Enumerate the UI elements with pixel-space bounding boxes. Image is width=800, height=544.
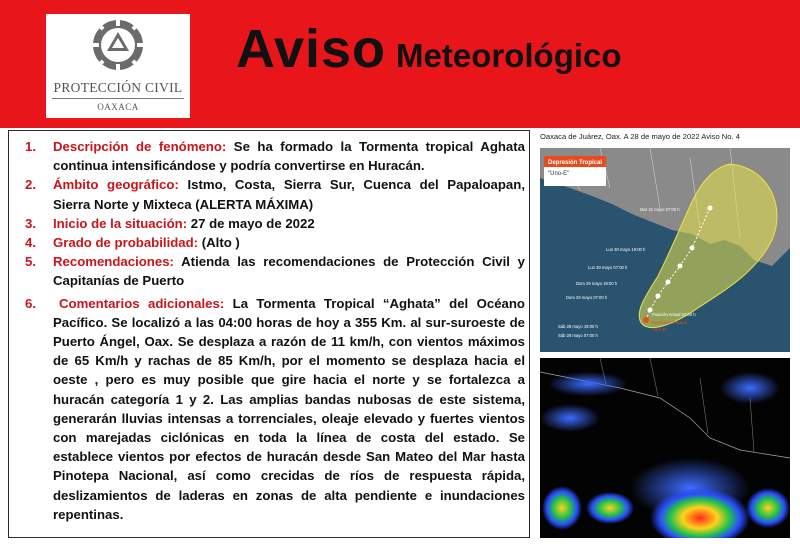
item-label: Descripción de fenómeno:	[53, 139, 227, 154]
track-point	[678, 264, 683, 269]
forecast-track-svg	[540, 148, 790, 352]
forecast-label: Mar 31 mayo 07:00 h	[640, 207, 680, 212]
forecast-label: Sáb 28 mayo 07:00 h	[558, 333, 598, 338]
title-aviso: Aviso	[236, 19, 387, 79]
item-label: Ámbito geográfico:	[53, 177, 179, 193]
item-number: 4.	[25, 235, 36, 251]
proteccion-civil-logo	[46, 14, 190, 118]
current-position-label: Posición Actual 22:00 h	[652, 312, 696, 317]
forecast-label: Dom 29 mayo 19:00 h	[576, 281, 618, 286]
page-title	[236, 18, 622, 80]
date-caption: Oaxaca de Juárez, Oax. A 28 de mayo de 2022 Aviso No. 4	[540, 132, 740, 141]
cloud-cell	[746, 488, 790, 528]
item-number: 3.	[25, 215, 36, 231]
bulletin-item-comentarios	[25, 294, 525, 524]
title-meteorologico: Meteorológico	[396, 37, 622, 74]
item-label: Recomendaciones:	[53, 254, 174, 270]
forecast-label: Lun 30 mayo 07:00 h	[588, 265, 628, 270]
item-text: Se ha formado la Tormenta tropical Aghata continua intensificándose y podría convertirse en Huracán.	[53, 139, 525, 174]
logo-text: PROTECCIÓN CIVIL	[53, 80, 183, 95]
legend-subtitle: "Uno-E"	[548, 171, 570, 177]
bulletin-item-probabilidad	[25, 233, 525, 252]
bulletin-item-inicio	[25, 214, 525, 233]
current-position-sub: "Uno-E"	[652, 327, 667, 332]
logo-subtitle: OAXACA	[97, 102, 139, 112]
bulletin-item-ambito	[25, 175, 525, 213]
cloud-band	[548, 372, 628, 396]
forecast-label: Lun 30 mayo 19:00 h	[606, 247, 646, 252]
item-text: Istmo, Costa, Sierra Sur, Cuenca del Papaloapan, Sierra Norte y Mixteca (ALERTA MÁXIMA)	[53, 177, 525, 212]
forecast-label: Sáb 28 mayo 19:00 h	[558, 324, 598, 329]
track-point	[666, 280, 671, 285]
bulletin-panel	[8, 130, 530, 538]
triangle-seal-icon	[91, 18, 145, 72]
item-number: 2.	[25, 177, 36, 193]
item-label: Grado de probabilidad:	[53, 235, 199, 251]
bulletin-item-recomendaciones	[25, 252, 525, 290]
state-borders	[600, 358, 754, 452]
current-position-marker	[643, 317, 649, 323]
bulletin-item-descripcion	[25, 137, 525, 175]
logo-divider	[52, 98, 184, 99]
cloud-band	[540, 404, 600, 432]
item-number: 1.	[25, 139, 36, 154]
forecast-label: Dom 29 mayo 07:00 h	[566, 295, 608, 300]
cloud-cell	[586, 492, 634, 524]
track-point	[708, 206, 713, 211]
current-position-name: Depresión Tropical	[652, 320, 687, 325]
cloud-cell	[542, 486, 582, 530]
item-number: 6.	[25, 295, 36, 311]
satellite-image	[540, 358, 790, 538]
header-banner	[0, 0, 800, 128]
satellite-image-svg	[540, 358, 790, 538]
legend-title: Depresión Tropical	[548, 160, 603, 166]
item-text: Atienda las recomendaciones de Protección Civil y Capitanías de Puerto	[53, 254, 525, 289]
item-number: 5.	[25, 254, 36, 270]
item-text: La Tormenta Tropical “Aghata” del Océano Pacífico. Se localizó a las 04:00 horas de hoy a 355 Km. al sur-suroeste de Puerto Ángel, Oax. Se desplaza a razón de 11 km/h, con vientos máximos de 65 Km/h y rachas de 85 Km/h, por el momento se desplaza hacia el oeste , pero es muy posible que gire hacia el norte y se fortalezca a huracán categoría 1 y 2. Las amplias bandas nubosas de este sistema, generarán lluvias intensas a torrenciales, oleaje elevado y fuertes vientos con marejadas ciclónicas en toda la línea de costa del estado. Se establece vientos por efectos de huracán desde San Mateo del Mar hasta Pinotepa Nacional, así como crecidas de ríos de respuesta rápida, deslizamientos de laderas en zonas de alta pendiente e inundaciones repentinas.	[53, 295, 525, 522]
cloud-band	[720, 372, 780, 404]
bulletin-list	[25, 137, 525, 524]
item-text: (Alto )	[198, 235, 240, 251]
item-label: Inicio de la situación:	[53, 215, 188, 231]
item-label: Comentarios adicionales:	[59, 295, 225, 311]
track-point	[690, 246, 695, 251]
forecast-track-map	[540, 148, 790, 352]
item-text: 27 de mayo de 2022	[187, 215, 315, 231]
track-point	[656, 294, 661, 299]
